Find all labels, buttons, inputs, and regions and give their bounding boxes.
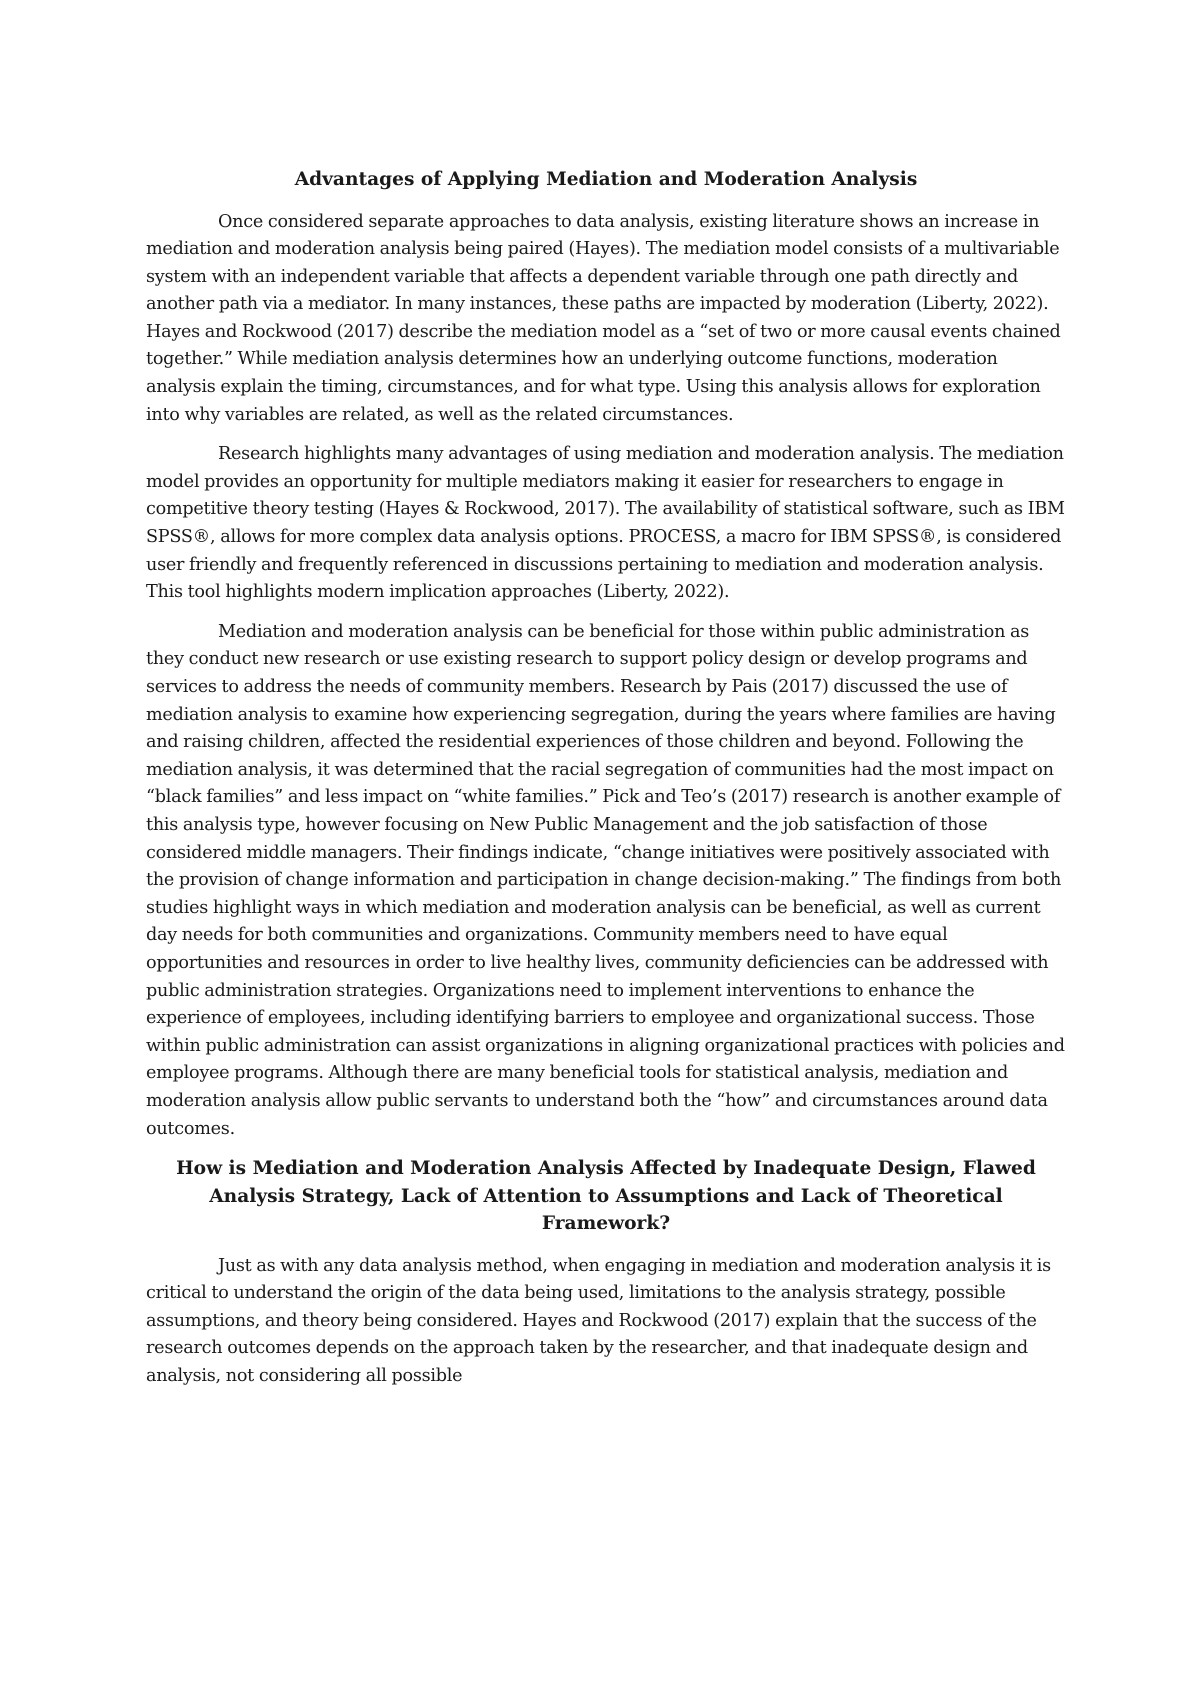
paragraph-mediation-model: Once considered separate approaches to data analysis, existing literature shows an increase in mediation and moderation analysis being paired (Hayes). The mediation model consists of a multivariable system with an independent variable that affects a dependent variable through one path directly and another path via a mediator. In many instances, these paths are impacted by moderation (Liberty, 2022). Hayes and Rockwood (2017) describe the mediation model as a “set of two or more causal events chained together.” While mediation analysis determines how an underlying outcome functions, moderation analysis explain the timing, circumstances, and for what type. Using this analysis allows for exploration into why variables are related, as well as the related circumstances. <box>146 211 1061 425</box>
paragraph-public-administration: Mediation and moderation analysis can be beneficial for those within public administration as they conduct new research or use existing research to support policy design or develop programs and services to address the needs of community members. Research by Pais (2017) discussed the use of mediation analysis to examine how experiencing segregation, during the years where families are having and raising children, affected the residential experiences of those children and beyond. Following the mediation analysis, it was determined that the racial segregation of communities had the most impact on “black families” and less impact on “white families.” Pick and Teo’s (2017) research is another example of this analysis type, however focusing on New Public Management and the job satisfaction of those considered middle managers. Their findings indicate, “change initiatives were positively associated with the provision of change information and participation in change decision-making.” The findings from both studies highlight ways in which mediation and moderation analysis can be beneficial, as well as current day needs for both communities and organizations. Community members need to have equal opportunities and resources in order to live healthy lives, community deficiencies can be addressed with public administration strategies. Organizations need to implement interventions to enhance the experience of employees, including identifying barriers to employee and organizational success. Those within public administration can assist organizations in aligning organizational practices with policies and employee programs. Although there are many beneficial tools for statistical analysis, mediation and moderation analysis allow public servants to understand both the “how” and circumstances around data outcomes. <box>146 621 1065 1139</box>
section-heading-advantages: Advantages of Applying Mediation and Moderation Analysis <box>294 169 918 190</box>
paragraph-research-advantages: Research highlights many advantages of using mediation and moderation analysis. The mediation model provides an opportunity for multiple mediators making it easier for researchers to engage in competitive theory testing (Hayes & Rockwood, 2017). The availability of statistical software, such as IBM SPSS®, allows for more complex data analysis options. PROCESS, a macro for IBM SPSS®, is considered user friendly and frequently referenced in discussions pertaining to mediation and moderation analysis. This tool highlights modern implication approaches (Liberty, 2022). <box>146 444 1065 603</box>
paragraph-data-analysis-method: Just as with any data analysis method, when engaging in mediation and moderation analysis it is critical to understand the origin of the data being used, limitations to the analysis strategy, possible assumptions, and theory being considered. Hayes and Rockwood (2017) explain that the success of the research outcomes depends on the approach taken by the researcher, and that inadequate design and analysis, not considering all possible <box>146 1255 1051 1386</box>
section-heading-inadequate-design: How is Mediation and Moderation Analysis Affected by Inadequate Design, Flawed Analysis Strategy, Lack of Attention to Assumptions and Lack of Theoretical Framework? <box>176 1158 1036 1235</box>
document-body <box>146 166 1066 1391</box>
